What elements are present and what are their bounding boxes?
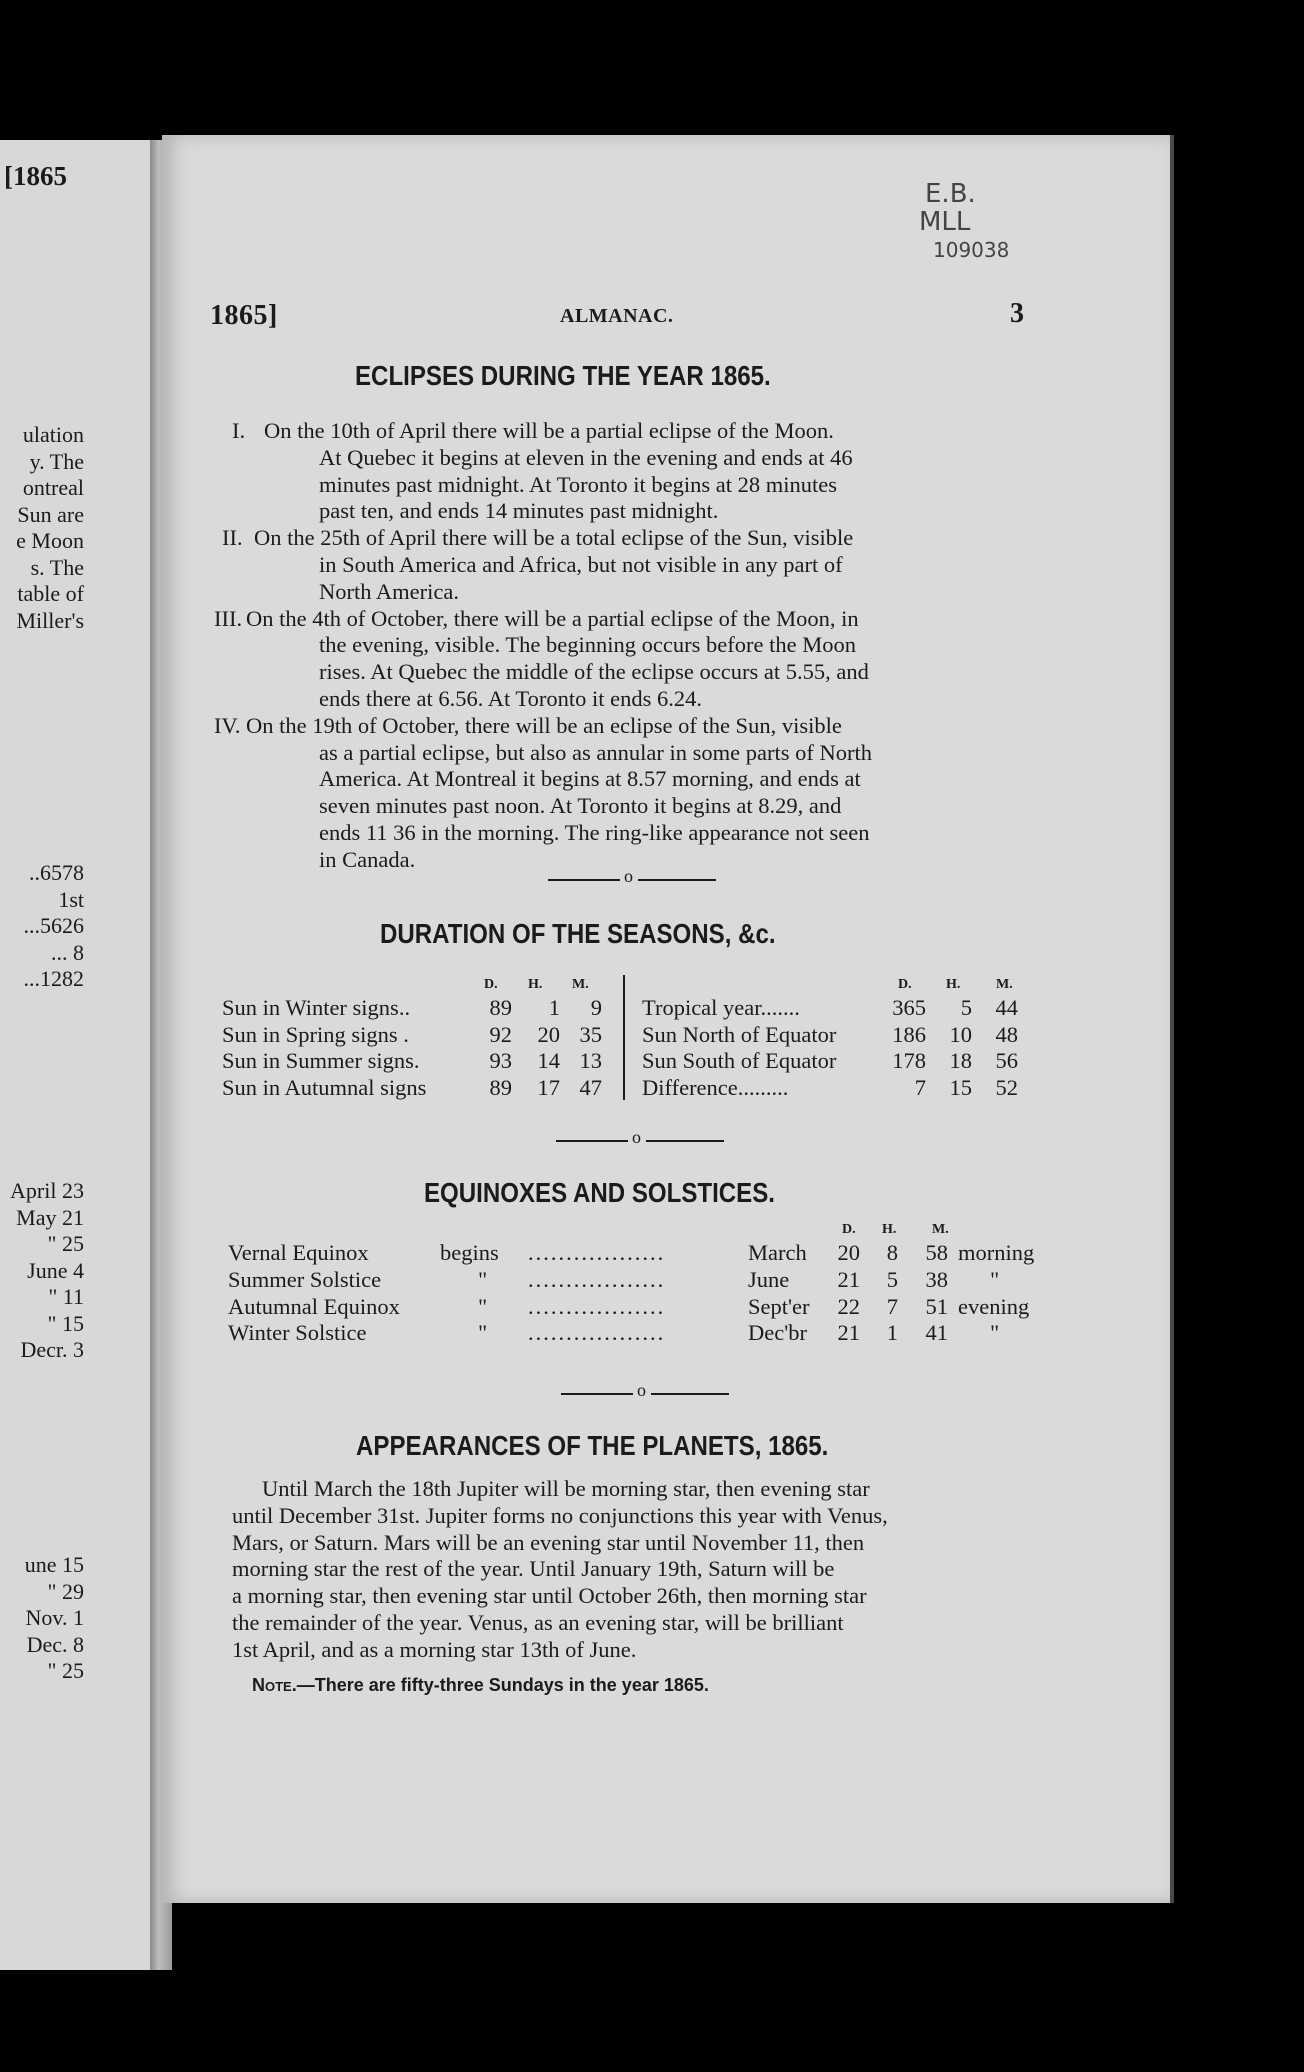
season-label: Sun South of Equator [642, 1048, 837, 1073]
manuscript-line: MLL [919, 207, 971, 237]
manuscript-line: 109038 [933, 238, 1010, 262]
equinox-column-header: M. [932, 1222, 949, 1237]
equinox-column-header: H. [882, 1222, 897, 1237]
seasons-title: DURATION OF THE SEASONS, &c. [380, 918, 776, 949]
season-hours: 15 [949, 1074, 972, 1100]
eclipse-line: At Quebec it begins at eleven in the evening and ends at 46 [319, 444, 853, 470]
section-divider: o [548, 869, 716, 891]
seasons-column-header: M. [996, 977, 1013, 992]
facing-page-fragment: ..6578 [29, 860, 84, 885]
facing-page-fragment: y. The [29, 448, 84, 474]
equinox-name: Vernal Equinox [228, 1240, 369, 1265]
eclipse-line: rises. At Quebec the middle of the eclipse occurs at 5.55, and [319, 659, 869, 685]
facing-page-fragment: e Moon [16, 528, 84, 553]
equinox-minutes: 38 [925, 1266, 948, 1292]
eclipse-line: North America. [319, 578, 459, 604]
facing-page-fragment: " 11 [48, 1284, 84, 1309]
manuscript-line: E.B. [925, 179, 976, 209]
planets-line: until December 31st. Jupiter forms no conjunctions this year with Venus, [232, 1502, 888, 1528]
facing-page-fragment: ontreal [22, 475, 84, 500]
eclipse-line: the evening, visible. The beginning occurs before the Moon [319, 632, 856, 658]
planets-title: APPEARANCES OF THE PLANETS, 1865. [356, 1430, 829, 1461]
note [252, 1675, 709, 1696]
eclipse-numeral: I. [232, 418, 246, 443]
facing-page-fragment: ...1282 [23, 966, 84, 991]
facing-page-fragment: May 21 [16, 1204, 84, 1230]
eclipse-line: America. At Montreal it begins at 8.57 morning, and ends at [319, 766, 861, 792]
season-minutes: 35 [579, 1021, 602, 1047]
header-title: ALMANAC. [560, 305, 674, 327]
equinox-begins: " [478, 1293, 488, 1319]
equinox-minutes: 58 [925, 1240, 948, 1265]
eclipse-line: seven minutes past noon. At Toronto it begins at 8.29, and [319, 793, 842, 819]
eclipse-line: On the 25th of April there will be a total eclipse of the Sun, visible [254, 525, 854, 551]
facing-page [0, 140, 150, 1970]
eclipses-title: ECLIPSES DURING THE YEAR 1865. [355, 360, 771, 391]
equinox-column-header: D. [842, 1222, 856, 1237]
equinox-period: " [990, 1320, 1000, 1346]
equinoxes-title: EQUINOXES AND SOLSTICES. [424, 1177, 776, 1208]
equinox-hours: 7 [886, 1293, 898, 1319]
eclipse-numeral: III. [214, 605, 243, 631]
equinox-days: 20 [837, 1240, 860, 1265]
seasons-column-header: M. [572, 977, 589, 992]
equinox-hours: 1 [886, 1320, 898, 1346]
facing-page-fragment: une 15 [24, 1552, 84, 1577]
facing-page-fragment: April 23 [10, 1178, 84, 1203]
eclipse-line: ends there at 6.56. At Toronto it ends 6.24. [319, 686, 702, 711]
equinox-period: evening [958, 1293, 1030, 1319]
season-minutes: 47 [579, 1074, 602, 1100]
season-label: Sun in Winter signs.. [222, 995, 411, 1020]
seasons-column-header: D. [484, 977, 498, 992]
facing-page-fragment: " 25 [47, 1658, 84, 1683]
facing-page-header: [1865 [4, 161, 67, 191]
equinox-month: Dec'br [748, 1320, 808, 1346]
season-days: 93 [489, 1048, 512, 1073]
equinox-dots: .................. [528, 1240, 666, 1265]
equinox-begins: " [478, 1266, 488, 1292]
season-hours: 14 [537, 1048, 560, 1073]
equinox-minutes: 51 [925, 1293, 948, 1319]
equinox-hours: 5 [886, 1266, 898, 1292]
season-minutes: 48 [995, 1021, 1018, 1047]
planets-line: 1st April, and as a morning star 13th of June. [232, 1636, 637, 1662]
equinox-name: Autumnal Equinox [228, 1293, 400, 1319]
facing-page-fragment: " 25 [47, 1231, 84, 1256]
facing-page-fragment: Sun are [17, 501, 84, 527]
season-label: Sun in Spring signs . [222, 1021, 409, 1047]
season-minutes: 44 [995, 995, 1018, 1020]
page-edge [1170, 135, 1174, 1903]
facing-page-fragment: June 4 [27, 1257, 84, 1283]
season-label: Sun in Autumnal signs [222, 1074, 427, 1100]
equinox-begins: " [478, 1320, 488, 1346]
facing-page-fragment: Miller's [16, 607, 84, 633]
planets-line: a morning star, then evening star until October 26th, then morning star [232, 1583, 867, 1609]
equinox-period: morning [958, 1240, 1035, 1265]
equinox-month: June [748, 1266, 790, 1292]
season-label: Difference......... [642, 1074, 789, 1100]
seasons-column-header: H. [528, 977, 543, 992]
eclipse-line: On the 4th of October, there will be a partial eclipse of the Moon, in [246, 605, 859, 631]
facing-page-fragment: " 15 [47, 1310, 84, 1336]
eclipse-line: in Canada. [319, 846, 416, 872]
note-label: Note. [252, 1675, 297, 1695]
season-hours: 1 [548, 995, 560, 1020]
planets-line: morning star the rest of the year. Until January 19th, Saturn will be [232, 1556, 835, 1582]
equinox-month: March [748, 1240, 807, 1265]
season-days: 89 [489, 995, 512, 1020]
facing-page-fragment: " 29 [47, 1578, 84, 1604]
season-hours: 5 [960, 995, 972, 1020]
eclipse-line: minutes past midnight. At Toronto it begins at 28 minutes [319, 471, 837, 497]
facing-page-fragment: ulation [22, 422, 84, 447]
season-minutes: 56 [995, 1048, 1018, 1073]
season-minutes: 9 [590, 995, 602, 1020]
seasons-column-divider [623, 975, 625, 1100]
season-days: 7 [914, 1074, 926, 1100]
equinox-days: 21 [837, 1266, 860, 1292]
eclipse-line: ends 11 36 in the morning. The ring-like appearance not seen [319, 820, 870, 845]
equinox-hours: 8 [886, 1240, 898, 1265]
equinox-dots: .................. [528, 1266, 666, 1292]
season-hours: 18 [949, 1048, 972, 1073]
facing-page-fragment: ... 8 [51, 939, 84, 965]
equinox-begins: begins [440, 1240, 499, 1265]
equinox-minutes: 41 [925, 1320, 948, 1346]
seasons-column-header: H. [946, 977, 961, 992]
equinox-month: Sept'er [748, 1293, 810, 1319]
equinox-dots: .................. [528, 1293, 666, 1319]
section-divider: o [561, 1383, 729, 1405]
facing-page-fragment: s. The [30, 554, 84, 580]
season-minutes: 52 [995, 1074, 1018, 1100]
section-divider: o [556, 1130, 724, 1152]
seasons-column-header: D. [898, 977, 912, 992]
facing-page-fragment: ...5626 [23, 913, 84, 938]
equinox-period: " [990, 1266, 1000, 1292]
season-hours: 10 [949, 1021, 972, 1047]
planets-line: the remainder of the year. Venus, as an evening star, will be brilliant [232, 1610, 844, 1635]
equinox-name: Summer Solstice [228, 1266, 382, 1292]
eclipse-numeral: II. [222, 525, 243, 551]
season-days: 186 [892, 1021, 926, 1047]
equinox-days: 21 [837, 1320, 860, 1346]
equinox-name: Winter Solstice [228, 1320, 367, 1346]
note-text: —There are fifty-three Sundays in the year 1865. [296, 1675, 709, 1695]
equinox-dots: .................. [528, 1320, 666, 1346]
facing-page-fragment: Dec. 8 [26, 1631, 84, 1657]
header-year: 1865] [210, 300, 278, 331]
season-days: 365 [892, 995, 926, 1020]
facing-page-fragment: 1st [58, 886, 84, 912]
season-label: Sun North of Equator [642, 1021, 837, 1047]
eclipse-line: in South America and Africa, but not visible in any part of [319, 552, 843, 577]
eclipse-numeral: IV. [214, 712, 241, 738]
eclipse-line: past ten, and ends 14 minutes past midnight. [319, 498, 719, 524]
eclipse-line: On the 19th of October, there will be an eclipse of the Sun, visible [246, 712, 842, 738]
planets-line: Mars, or Saturn. Mars will be an evening star until November 11, then [232, 1529, 865, 1555]
season-hours: 20 [537, 1021, 560, 1047]
season-days: 92 [489, 1021, 512, 1047]
eclipse-line: On the 10th of April there will be a partial eclipse of the Moon. [264, 418, 834, 443]
page-number: 3 [1010, 298, 1025, 329]
facing-page-fragment: Nov. 1 [25, 1605, 84, 1630]
season-minutes: 13 [579, 1048, 602, 1073]
facing-page-fragment: Decr. 3 [20, 1337, 84, 1362]
season-days: 89 [489, 1074, 512, 1100]
planets-line: Until March the 18th Jupiter will be morning star, then evening star [262, 1476, 870, 1501]
season-label: Tropical year....... [642, 995, 800, 1020]
eclipse-line: as a partial eclipse, but also as annular in some parts of North [319, 739, 872, 765]
season-hours: 17 [537, 1074, 560, 1100]
equinox-days: 22 [837, 1293, 860, 1319]
season-label: Sun in Summer signs. [222, 1048, 420, 1073]
season-days: 178 [892, 1048, 926, 1073]
manuscript-notation [919, 179, 1010, 264]
facing-page-fragment: table of [17, 581, 84, 606]
